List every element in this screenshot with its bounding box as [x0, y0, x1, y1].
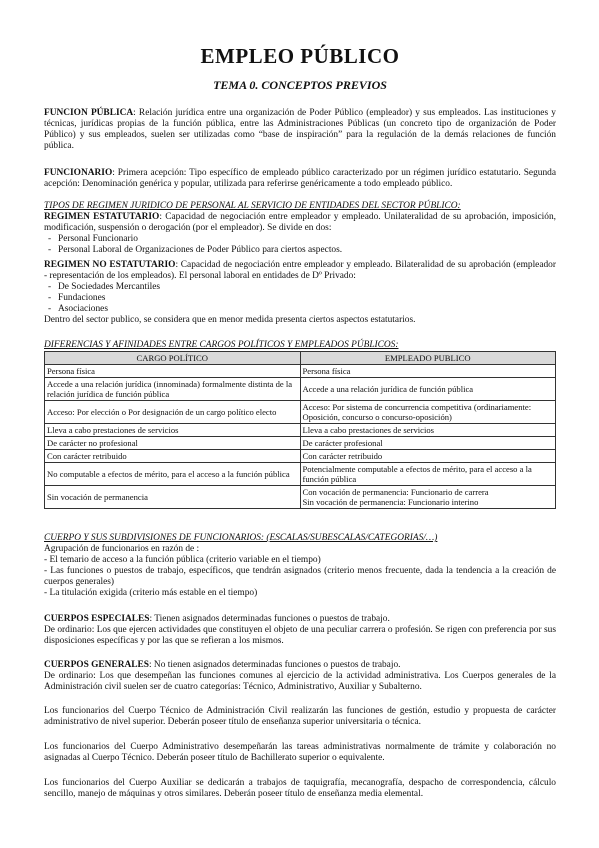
term: REGIMEN ESTATUTARIO — [44, 212, 160, 222]
definition: : Capacidad de negociación entre empleador y empleado. Unilateralidad de su aprobación, imposición, modificación, suspensión o derogación (por el empleador). Se divide en dos: — [44, 212, 556, 233]
agrupacion-block — [44, 544, 556, 599]
bullet-list — [44, 282, 556, 315]
column-header: EMPLEADO PUBLICO — [300, 352, 556, 365]
agrupacion-line: - La titulación exigida (criterio más estable en el tiempo) — [44, 588, 258, 598]
agrupacion-line: - Las funciones o puestos de trabajo, específicos, que tendrán asignados (criterio menos frecuente, dada la tendencia a la creación de cuerpos generales) — [44, 566, 556, 587]
table-cell: De carácter profesional — [300, 437, 556, 450]
agrupacion-intro: Agrupación de funcionarios en razón de : — [44, 544, 200, 554]
table-cell: No computable a efectos de mérito, para el acceso a la función pública — [45, 463, 301, 486]
table-cell: Persona física — [45, 365, 301, 378]
table-row — [45, 486, 556, 509]
table-cell: Con carácter retribuido — [45, 450, 301, 463]
regimen-no-estatutario-paragraph — [44, 260, 556, 326]
table-cell: Persona física — [300, 365, 556, 378]
table-cell: Con vocación de permanencia: Funcionario de carrera Sin vocación de permanencia: Funcionario interino — [300, 486, 556, 509]
regimen-estatutario-paragraph — [44, 212, 556, 256]
table-row — [45, 424, 556, 437]
section-heading-tipos: TIPOS DE REGIMEN JURIDICO DE PERSONAL AL SERVICIO DE ENTIDADES DEL SECTOR PÚBLICO: — [44, 201, 461, 211]
term: FUNCIONARIO — [44, 168, 113, 178]
table-cell: De carácter no profesional — [45, 437, 301, 450]
bullet-list — [44, 234, 556, 256]
term: CUERPOS ESPECIALES — [44, 614, 150, 624]
detail: De ordinario: Los que desempeñan las funciones comunes al ejercicio de la actividad administrativa. Los Cuerpos generales de la Administración civil suelen ser de cuatro categorías: Técnico, Administrativo, Auxiliar y Subalterno. — [44, 671, 556, 692]
table-row — [45, 437, 556, 450]
page-title: EMPLEO PÚBLICO — [200, 44, 400, 68]
term: FUNCION PÚBLICA — [44, 108, 134, 118]
table-cell: Lleva a cabo prestaciones de servicios — [45, 424, 301, 437]
comparison-table — [44, 351, 556, 509]
list-item: - Fundaciones — [44, 293, 556, 304]
table-row — [45, 401, 556, 424]
list-item: - Personal Laboral de Organizaciones de Poder Público para ciertos aspectos. — [44, 245, 556, 256]
table-row — [45, 450, 556, 463]
cuerpo-tecnico-paragraph: Los funcionarios del Cuerpo Técnico de Administración Civil realizarán las funciones de gestión, estudio y propuesta de carácter administrativo de nivel superior. Deberán poseer título de enseñanza superior universitaria o técnica. — [44, 706, 556, 727]
cuerpos-generales-paragraph — [44, 660, 556, 693]
table-cell: Accede a una relación jurídica (innominada) formalmente distinta de la relación jurídica de función pública — [45, 378, 301, 401]
list-item: - De Sociedades Mercantiles — [44, 282, 556, 293]
cuerpo-auxiliar-paragraph: Los funcionarios del Cuerpo Auxiliar se dedicarán a trabajos de taquigrafía, mecanografía, despacho de correspondencia, cálculo sencillo, manejo de máquinas y otros similares. Deberán poseer título de enseñanza media elemental. — [44, 778, 556, 799]
table-row — [45, 365, 556, 378]
term: CUERPOS GENERALES — [44, 660, 149, 670]
table-cell: Acceso: Por sistema de concurrencia competitiva (ordinariamente: Oposición, concurso o concurso-oposición) — [300, 401, 556, 424]
definition: : Tienen asignados determinadas funciones o puestos de trabajo. — [149, 614, 390, 624]
table-header-row — [45, 352, 556, 365]
term: REGIMEN NO ESTATUTARIO — [44, 260, 176, 270]
list-item: - Personal Funcionario — [44, 234, 556, 245]
definition: : No tienen asignados determinadas funciones o puestos de trabajo. — [148, 660, 401, 670]
cuerpos-especiales-paragraph — [44, 614, 556, 647]
table-cell: Lleva a cabo prestaciones de servicios — [300, 424, 556, 437]
page-subtitle: TEMA 0. CONCEPTOS PREVIOS — [213, 78, 387, 92]
section-heading-diferencias: DIFERENCIAS Y AFINIDADES ENTRE CARGOS POLÍTICOS Y EMPLEADOS PÚBLICOS: — [44, 340, 399, 350]
column-header: CARGO POLÍTICO — [45, 352, 301, 365]
funcion-publica-paragraph — [44, 108, 556, 152]
definition: : Capacidad de negociación entre empleador y empleado. Bilateralidad de su aprobación (empleador - representación de los empleados). El personal laboral en entidades de Dº Privado: — [44, 260, 556, 281]
definition: : Relación jurídica entre una organización de Poder Público (empleador) y sus empleados. Las instituciones y técnicas, jurídicas propias de la función pública, entre las Administraciones Públicas (un concreto tipo de organización de Poder Público) y sus empleados, suelen ser utilizadas como “base de inspiración” para la regulación de la demás relaciones de función pública. — [44, 108, 556, 151]
detail: De ordinario: Los que ejercen actividades que constituyen el objeto de una peculiar carrera o profesión. Se rigen con preferencia por sus disposiciones específicas y por las que se refieran a los mismos. — [44, 625, 556, 646]
table-cell: Con carácter retribuido — [300, 450, 556, 463]
funcionario-paragraph — [44, 168, 556, 190]
section-heading-cuerpo: CUERPO Y SUS SUBDIVISIONES DE FUNCIONARIOS: (ESCALAS/SUBESCALAS/CATEGORIAS/…) — [44, 533, 438, 543]
table-row — [45, 463, 556, 486]
closing-text: Dentro del sector publico, se considera que en menor medida presenta ciertos aspectos estatutarios. — [44, 315, 416, 325]
table-cell: Sin vocación de permanencia — [45, 486, 301, 509]
table-cell: Potencialmente computable a efectos de mérito, para el acceso a la función pública — [300, 463, 556, 486]
table-cell: Acceso: Por elección o Por designación de un cargo político electo — [45, 401, 301, 424]
table-cell: Accede a una relación jurídica de función pública — [300, 378, 556, 401]
cuerpo-administrativo-paragraph: Los funcionarios del Cuerpo Administrativo desempeñarán las tareas administrativas normalmente de trámite y colaboración no asignadas al Cuerpo Técnico. Deberán poseer título de Bachillerato superior o equivalente. — [44, 742, 556, 763]
table-row — [45, 378, 556, 401]
definition: : Primera acepción: Tipo específico de empleado público caracterizado por un régimen jurídico estatutario. Segunda acepción: Denominación genérica y popular, utilizada para referirse genéricamente a todo empleado público. — [44, 168, 556, 189]
agrupacion-line: - El temario de acceso a la función pública (criterio variable en el tiempo) — [44, 555, 321, 565]
list-item: - Asociaciones — [44, 304, 556, 315]
